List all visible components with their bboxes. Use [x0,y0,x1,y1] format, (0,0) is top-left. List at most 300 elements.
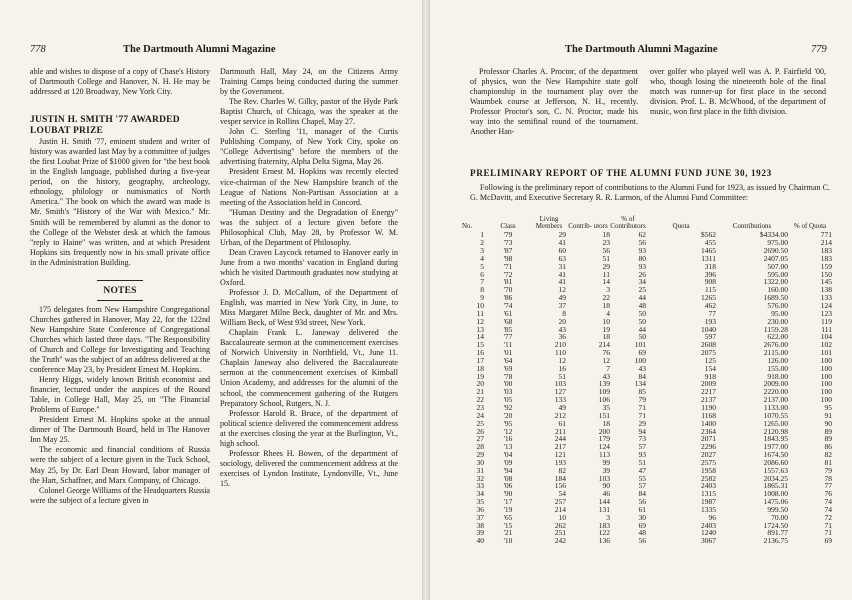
cell-living: 121 [554,450,566,460]
cell-quota: 2009 [701,379,716,389]
cell-no: 22 [476,395,484,405]
cell-pct-quota: 78 [824,473,832,483]
cell-contributions: 595.00 [767,269,788,279]
cell-pct-contributors: 69 [638,348,646,358]
cell-no: 32 [476,473,484,483]
cell-contributors: 46 [602,489,610,499]
cell-contributions: 2690.50 [763,246,788,256]
cell-contributions: 2676.00 [763,340,788,350]
table-row [462,537,832,545]
cell-pct-quota: 100 [820,355,832,365]
cell-contributors: 3 [606,285,610,295]
cell-living: 63 [558,253,566,263]
cell-quota: 2027 [701,450,716,460]
cell-pct-quota: 86 [824,442,832,452]
cell-contributors: 18 [602,301,610,310]
cell-class: '90 [503,489,513,499]
cell-pct-contributors: 61 [638,504,646,514]
cell-quota: 2403 [701,481,716,491]
cell-pct-quota: 76 [824,489,832,499]
cell-pct-quota: 74 [824,497,832,507]
left-column-2 [220,67,398,489]
cell-pct-contributors: 69 [638,520,646,530]
cell-living: 41 [558,238,566,248]
report-intro: Following is the preliminary report of contributions to the Alumni Fund for 1923, as issued by Chairman C. G. McDavitt, and Executive Secretary R. R. Larmon, of the Alumni Fund Committee: [470,183,830,203]
cell-living: 262 [554,520,566,530]
cell-no: 37 [476,512,484,522]
header-contributions: Contributions [732,222,772,231]
cell-quota: 1335 [701,504,716,514]
note-paragraph: Dartmouth Hall, May 24, on the Citizens Army Training Camps being conducted during the summer by the Government. [220,67,398,97]
cell-no: 4 [480,253,484,263]
cell-class: '17 [503,497,513,507]
cell-contributors: 151 [598,410,610,420]
cell-living: 41 [558,277,566,287]
cell-quota: 2071 [701,434,716,444]
cell-pct-quota: 91 [824,410,832,420]
cell-living: 12 [558,285,566,295]
cell-pct-contributors: 48 [638,301,646,310]
cell-contributions: 2009.00 [763,379,788,389]
cell-no: 11 [476,308,484,318]
cell-contributors: 103 [598,473,610,483]
cell-contributors: 214 [598,340,610,350]
golf-paragraph: Professor Charles A. Proctor, of the department of physics, won the New Hampshire state golf championship in the tournament play over the Waumbek course at Jefferson, N. H., recently. Professor Proctor's son, C. N. Proctor, made his way into the semifinal round of the tournament. Another Han- [470,67,638,137]
cell-contributions: 1557.63 [763,465,788,475]
cell-no: 19 [476,371,484,381]
cell-quota: 154 [704,363,716,373]
cell-quota: 2582 [701,473,716,483]
cell-living: 16 [558,363,566,373]
cell-class: '95 [503,418,513,428]
cell-class: '01 [503,348,513,358]
cell-class: '21 [503,528,513,538]
cell-no: 31 [476,465,484,475]
header-class: Class [500,222,516,231]
cell-class: '05 [503,395,513,405]
cell-quota: 77 [708,308,716,318]
cell-contributors: 18 [602,418,610,428]
cell-contributions: $4334.00 [759,230,788,240]
cell-pct-quota: 74 [824,504,832,514]
cell-living: 210 [554,340,566,350]
cell-class: '68 [503,316,513,326]
note-paragraph: Professor J. D. McCallum, of the Department of English, was married in New York City, in June, to Miss Margaret Milne Beck, daughter of Mr. and Mrs. William Beck, of West 93d street, New York. [220,288,398,328]
cell-living: 10 [558,512,566,522]
cell-pct-contributors: 30 [638,512,646,522]
cell-pct-quota: 159 [820,261,832,271]
cell-contributions: 1724.50 [763,520,788,530]
cell-contributors: 39 [602,465,610,475]
cell-contributors: 11 [602,269,610,279]
cell-contributions: 1008.00 [763,489,788,499]
cell-contributors: 23 [602,238,610,248]
cell-pct-quota: 771 [820,230,832,240]
cell-pct-contributors: 71 [638,402,646,412]
cell-no: 6 [480,269,484,279]
cell-pct-contributors: 51 [638,457,646,467]
cell-class: '98 [503,253,513,263]
left-running-head: The Dartmouth Alumni Magazine [123,44,276,55]
cell-class: '94 [503,465,513,475]
cell-contributions: 2120.98 [763,426,788,436]
cell-class: '70 [503,285,513,295]
cell-contributors: 106 [598,395,610,405]
cell-quota: 2608 [701,340,716,350]
cell-pct-contributors: 50 [638,316,646,326]
cell-contributions: 1265.00 [763,418,788,428]
cell-no: 8 [480,285,484,295]
cell-living: 214 [554,504,566,514]
cell-contributions: 1843.95 [763,434,788,444]
cell-living: 49 [558,293,566,303]
cell-contributions: 2115.00 [763,348,788,358]
cell-no: 12 [476,316,484,326]
cell-contributors: 4 [606,308,610,318]
cell-quota: 2403 [701,520,716,530]
cell-quota: 455 [704,238,716,248]
cell-class: '87 [503,246,513,256]
cell-pct-contributors: 47 [638,465,646,475]
cell-no: 34 [476,489,484,499]
cell-quota: 1987 [701,497,716,507]
header-living: Living Members [535,215,563,231]
cell-contributions: 160.00 [767,285,788,295]
alumni-fund-table [462,216,832,545]
cell-pct-quota: 102 [820,340,832,350]
cell-pct-quota: 133 [820,293,832,303]
cell-class: '79 [503,230,513,240]
table-body [462,231,832,545]
cell-class: '19 [503,504,513,514]
cell-contributions: 1159.28 [763,324,788,334]
cell-pct-quota: 100 [820,363,832,373]
cell-pct-quota: 183 [820,253,832,263]
cell-contributors: 14 [602,277,610,287]
cell-pct-contributors: 93 [638,261,646,271]
note-paragraph: John C. Sterling '11, manager of the Curtis Publishing Company, of New York City, spoke on "College Advertising" before the members of the advertising fraternity, Alpha Delta Sigma, May 26. [220,127,398,167]
cell-living: 244 [554,434,566,444]
cell-no: 30 [476,457,484,467]
cell-class: '04 [503,450,513,460]
header-no: No. [462,222,473,231]
cell-class: '10 [503,536,513,546]
cell-quota: 918 [704,371,716,381]
cell-class: '74 [503,301,513,310]
cell-quota: 2296 [701,442,716,452]
cell-living: 31 [558,261,566,271]
cell-contributions: 507.00 [767,261,788,271]
cell-no: 16 [476,348,484,358]
cell-pct-quota: 111 [821,324,832,334]
cell-no: 1 [480,230,484,240]
right-page [430,0,852,600]
cell-no: 33 [476,481,484,491]
cell-pct-quota: 145 [820,277,832,287]
cell-quota: 125 [704,355,716,365]
cell-contributions: 2220.00 [763,387,788,397]
cell-living: 8 [562,308,566,318]
cell-pct-quota: 71 [824,528,832,538]
cell-living: 54 [558,489,566,499]
cell-contributors: 3 [606,512,610,522]
cell-pct-quota: 89 [824,426,832,436]
cell-pct-quota: 100 [820,371,832,381]
cell-pct-contributors: 94 [638,426,646,436]
cell-quota: 115 [705,285,716,295]
cell-pct-contributors: 29 [638,418,646,428]
cell-no: 15 [476,340,484,350]
cell-quota: 2575 [701,457,716,467]
cell-contributions: 230.00 [767,316,788,326]
cell-quota: 3067 [701,536,716,546]
cell-pct-quota: 81 [824,457,832,467]
cell-contributions: 1689.50 [763,293,788,303]
cell-pct-quota: 79 [824,465,832,475]
right-page-number: 779 [811,44,827,55]
cell-contributors: 113 [599,450,610,460]
cell-pct-contributors: 48 [638,528,646,538]
cell-pct-quota: 123 [820,308,832,318]
cell-contributors: 144 [598,497,610,507]
cell-no: 23 [476,402,484,412]
cell-pct-contributors: 43 [638,363,646,373]
loubat-body: Justin H. Smith '77, eminent student and writer of history was awarded last May by a committee of judges the first Loubat Prize of $1000 given for "the best book in the English language, published during a five-year period, on the history, geography, archeology, ethnology, philology or numismatics of North America." The book on which the award was made is Mr. Smith's "History of the War with Mexico." Mr. Smith will be remembered by alumni as the donor to the College of the Webster desk at which the famous "reply to Haine" was written, and at which President Hopkins sits frequently now in his small private office in the Administration Building. [30,137,210,267]
cell-contributions: 70.00 [771,512,788,522]
cell-pct-quota: 100 [820,395,832,405]
cell-pct-contributors: 44 [638,293,646,303]
cell-class: '78 [503,371,513,381]
right-top-column-2 [650,67,826,117]
notes-heading: NOTES [103,285,137,296]
cell-living: 211 [555,426,566,436]
cell-no: 27 [476,434,484,444]
cell-pct-contributors: 84 [638,489,646,499]
cell-quota: $562 [701,230,716,240]
cell-quota: 1400 [701,418,716,428]
note-paragraph: Dean Craven Laycock returned to Hanover early in June from a two months' vacation in England during which he visited Dartmouth graduates now studying at Oxford. [220,247,398,287]
left-page [0,0,422,600]
cell-class: '09 [503,457,513,467]
left-column-1 [30,67,210,506]
cell-pct-quota: 69 [824,536,832,546]
cell-living: 127 [554,387,566,397]
note-paragraph: Chaplain Frank L. Janeway delivered the Baccalaureate sermon at the commencement exercises of Norwich University in Northfield, Vt., June 11. Chaplain Janeway also delivered the Baccalaureate sermon at the commencement exercises of Kimball Union Academy, and addresses for the alumni of the school, the commencement gathering of the Rutgers Preparatory School, Rutgers, N. J. [220,328,398,408]
cell-pct-quota: 124 [820,301,832,310]
cell-pct-contributors: 44 [638,324,646,334]
cell-class: '06 [503,481,513,491]
cell-pct-contributors: 56 [638,497,646,507]
cell-quota: 2217 [701,387,716,397]
cell-pct-quota: 119 [821,316,832,326]
cell-contributors: 139 [598,379,610,389]
cell-pct-contributors: 50 [638,332,646,342]
cell-living: 60 [558,246,566,256]
cell-contributors: 18 [602,230,610,240]
cell-contributions: 1674.50 [763,450,788,460]
cell-pct-contributors: 80 [638,253,646,263]
cell-living: 184 [554,473,566,483]
cell-contributions: 1133.00 [763,402,788,412]
note-paragraph: President Ernest M. Hopkins was recently elected vice-chairman of the New Hampshire branch of the League of Nations Non-Partisan Association at a meeting of the Association held in Concord. [220,167,398,207]
cell-class: '15 [503,520,513,530]
cell-no: 28 [476,442,484,452]
cell-pct-contributors: 57 [638,442,646,452]
cell-pct-contributors: 50 [638,308,646,318]
cell-contributors: 200 [598,426,610,436]
cell-contributors: 124 [598,442,610,452]
cell-no: 13 [476,324,484,334]
cell-contributions: 891.77 [767,528,788,538]
cell-contributors: 51 [602,253,610,263]
note-paragraph: The economic and financial conditions of Russia were the subject of a lecture given in the Tuck School, May 25, by Dr. Earl Dean Howard, labor manager of the Hart, Schaffner, and Marx Company, of Chicago. [30,445,210,485]
cell-no: 24 [476,410,484,420]
cell-contributors: 136 [598,536,610,546]
cell-pct-quota: 72 [824,512,832,522]
cell-contributors: 7 [606,363,610,373]
cell-contributions: 126.00 [767,355,788,365]
cell-living: 251 [554,528,566,538]
cell-no: 14 [476,332,484,342]
cell-class: '92 [503,402,513,412]
cell-living: 49 [558,402,566,412]
header-pct-contributors: % of Contributors [610,215,646,231]
cell-contributors: 109 [598,387,610,397]
cell-class: '11 [503,340,513,350]
cell-no: 9 [480,293,484,303]
cell-contributions: 975.00 [767,238,788,248]
cell-quota: 1168 [701,410,716,420]
cell-living: 242 [554,536,566,546]
cell-no: 17 [476,355,484,365]
cell-quota: 1040 [701,324,716,334]
cell-pct-contributors: 26 [638,269,646,279]
cell-class: '65 [503,512,513,522]
cell-living: 36 [558,332,566,342]
cell-quota: 1958 [701,465,716,475]
cell-class: '03 [503,387,513,397]
cell-pct-contributors: 85 [638,387,646,397]
cell-pct-quota: 101 [820,348,832,358]
cell-quota: 2137 [701,395,716,405]
page-gutter [422,0,430,600]
cell-contributions: 1475.06 [763,497,788,507]
cell-contributors: 35 [602,402,610,412]
cell-living: 217 [554,442,566,452]
cell-no: 35 [476,497,484,507]
cell-no: 7 [480,277,484,287]
cell-living: 103 [554,379,566,389]
cell-contributors: 179 [598,434,610,444]
cell-living: 29 [558,230,566,240]
cell-contributions: 1977.00 [763,442,788,452]
report-title: PRELIMINARY REPORT OF THE ALUMNI FUND JUNE 30, 1923 [470,168,772,178]
cell-no: 38 [476,520,484,530]
cell-pct-contributors: 73 [638,434,646,444]
cell-pct-quota: 100 [820,379,832,389]
cell-pct-contributors: 101 [634,340,646,350]
cell-contributions: 2136.75 [763,536,788,546]
cell-class: '72 [503,269,513,279]
right-top-column-1 [470,67,638,137]
note-paragraph: Henry Higgs, widely known British economist and financier, lectured under the auspices of the Round Table, in College Hall, May 25, on "The Financial Problems of Europe." [30,375,210,415]
cell-pct-quota: 214 [820,238,832,248]
cell-pct-quota: 77 [824,481,832,491]
cell-contributors: 122 [598,528,610,538]
cell-no: 36 [476,504,484,514]
cell-class: '08 [503,473,513,483]
left-page-number: 778 [30,44,46,55]
cell-contributions: 95.00 [771,308,788,318]
cell-pct-contributors: 93 [638,450,646,460]
cell-pct-contributors: 25 [638,285,646,295]
note-paragraph: The Rev. Charles W. Gilky, pastor of the Hyde Park Baptist Church, of Chicago, was the speaker at the vesper service in Rollins Chapel, May 27. [220,97,398,127]
cell-pct-quota: 150 [820,269,832,279]
cell-contributions: 2086.60 [763,457,788,467]
cell-contributions: 1322.00 [763,277,788,287]
cell-pct-contributors: 55 [638,473,646,483]
cell-no: 39 [476,528,484,538]
cell-pct-quota: 138 [820,285,832,295]
cell-pct-contributors: 93 [638,246,646,256]
cell-quota: 1265 [701,293,716,303]
cell-living: 12 [558,355,566,365]
table-header-row [462,216,832,231]
cell-contributors: 10 [602,316,610,326]
cell-contributors: 56 [602,246,610,256]
cell-quota: 462 [704,301,716,310]
cell-class: '73 [503,238,513,248]
note-paragraph: "Human Destiny and the Degradation of Energy" was the subject of a lecture given before the Philosophical Club, May 28, by Professor W. M. Urban, of the Department of Philosophy. [220,207,398,247]
cell-living: 43 [558,324,566,334]
cell-contributions: 576.00 [767,301,788,310]
cell-contributors: 90 [602,481,610,491]
cell-living: 193 [554,457,566,467]
cell-class: '81 [503,277,513,287]
cell-quota: 908 [704,277,716,287]
cell-quota: 193 [704,316,716,326]
cell-no: 3 [480,246,484,256]
cell-pct-contributors: 34 [638,277,646,287]
cell-no: 26 [476,426,484,436]
cell-contributors: 29 [602,261,610,271]
loubat-heading: JUSTIN H. SMITH '77 AWARDED LOUBAT PRIZE [30,115,180,137]
cell-no: 2 [480,238,484,248]
cell-pct-contributors: 57 [638,481,646,491]
cell-contributors: 183 [598,520,610,530]
right-running-head: The Dartmouth Alumni Magazine [565,44,718,55]
cell-pct-contributors: 56 [638,536,646,546]
cell-contributions: 1865.31 [763,481,788,491]
cell-class: '77 [503,332,513,342]
cell-class: '00 [503,379,513,389]
cell-contributors: 18 [602,332,610,342]
cell-no: 40 [476,536,484,546]
note-paragraph: Professor Harold R. Bruce, of the department of political science delivered the commencement address at the exercises closing the year at the Burlington, Vt., high school. [220,408,398,448]
cell-contributions: 2407.05 [763,253,788,263]
cell-quota: 396 [704,269,716,279]
cell-living: 212 [554,410,566,420]
cell-class: '71 [503,261,513,271]
cell-quota: 2075 [701,348,716,358]
cell-living: 20 [558,316,566,326]
cell-no: 25 [476,418,484,428]
cell-pct-contributors: 84 [638,371,646,381]
cell-pct-contributors: 100 [634,355,646,365]
header-quota: Quota [672,222,690,231]
cell-quota: 96 [708,512,716,522]
cell-living: 41 [558,269,566,279]
